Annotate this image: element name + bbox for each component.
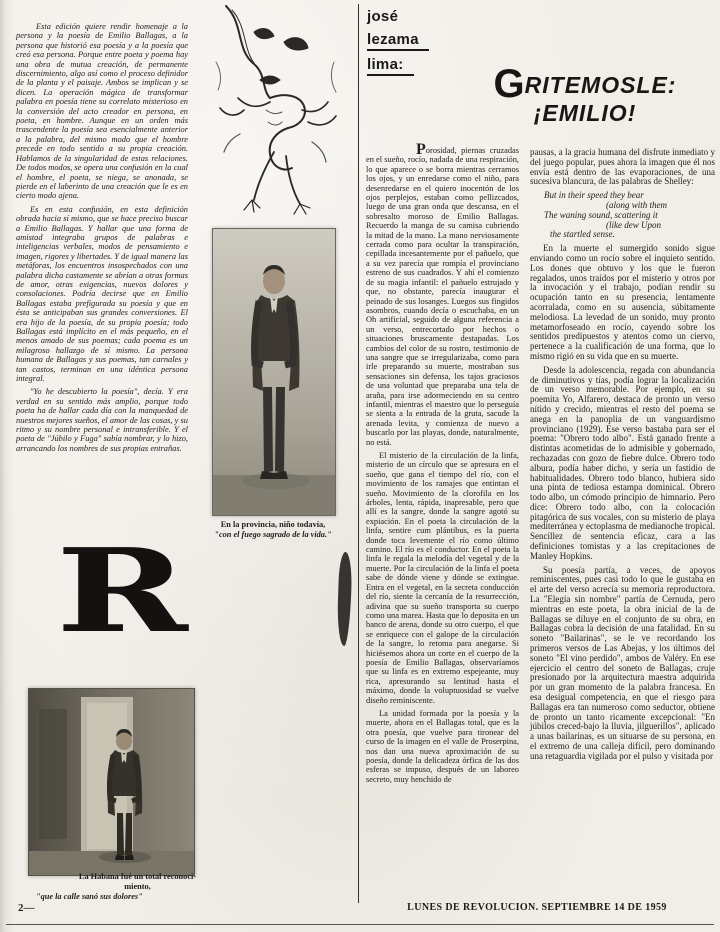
article-paragraph: La unidad formada por la poesía y la muerte, ahora en el Ballagas total, que es la otra poesía, que vuelve para tironear del curso de la imagen en el valle de Proserpina, nos dan una nueva aproximación de su poesía, donde la delicadeza órfica de las dos esferas se impuso, después de un laboreo secreto, muy henchido de [366, 708, 519, 784]
verse-line: (like dew Upon [606, 219, 661, 230]
photo-habana [28, 688, 195, 876]
verse-line: the startled sense. [550, 229, 615, 240]
caption-line: "que la calle sanó sus dolores" [36, 892, 143, 902]
byline-line: lima: [367, 54, 414, 76]
article-headline [452, 62, 718, 127]
verse-line: The waning sound, scattering it [544, 209, 658, 220]
footer-date-line: LUNES DE REVOLUCION. SEPTIEMBRE 14 DE 1959 [407, 902, 667, 913]
caption-line: "con el fuego sagrado de la vida." [214, 530, 332, 539]
footer-rule [6, 924, 714, 925]
caption-line: miento, [124, 881, 151, 891]
photo-habana-caption [30, 872, 245, 902]
intro-paragraph: Es en esta confusión, en esta definición obrada hacia sí mismo, que se hace preciso buscar a Emilio Ballagas. Y hallar que una forma de amistad integraba grupos de palabras e inteligencias verbales, modos de pensamiento e imagen, rigores y libertades. Y de igual manera las metáforas, los encuentros insospechados con una palabra dicha castamente se abrían a otras formas de amor, otras exigencias, nuevos dolores y consolaciones. Podría decirse que en Emilio Ballagas estaba prefigurada su poesía y que en ésta se anticipaban sus grandes conversiones. El era hijo de la poesía, de su propia poesía; todo Ballagas está implícito en el más pequeño, en el menos amado de sus poemas; cada poema es un milagroso hallazgo de sí mismo. La persona humana de Ballagas y sus poemas, tan carnales y tan castos, terminan en una idéntica persona integral. [16, 204, 188, 384]
headline-rest: RITEMOSLE: [524, 72, 677, 98]
byline-jose-lezama-lima [367, 6, 429, 79]
verse-line: (along with them [606, 199, 667, 210]
ink-blot-artifact [336, 552, 352, 646]
headline-line2: ¡EMILIO! [533, 100, 637, 126]
verse-line: But in their speed they bear [544, 190, 644, 201]
shelley-verse [544, 191, 715, 240]
byline-line: josé [367, 8, 399, 25]
photo-province-portrait [212, 228, 336, 516]
article-paragraph: Su poesía partía, a veces, de apoyos reminiscentes, pues casi todo lo que le gustaba en el arte del verso acrecía su memoria reproductora. La "Elegía sin nombre" partía de Cernuda, pero mientras en este poeta, la obra inicial de la de Ballagas se diluye en el conjunto de su obra, en Ballagas cobra la decisión de una fatalidad. En su soneto "Bailarinas", se le ve recordando los primeros versos de Las Abejas, y los últimos del soneto "El vino perdido", ambos de Valéry. En ese ejercicio el centro del soneto de Ballagas, cruje presionado por la arquitectura maestra adquirida por un gran momento de la palabra francesa. En esa desigual competencia, en que el riesgo para Ballagas era tan numeroso como seductor, obtiene de pronto un tanto ricamente excepcional: "En júbilos creced-bajo la lluvia, jilguerillos", aplicado a unas bailarinas, es un situarse de su persona, en el extremo de una calleja difícil, pero dominando una retaguardia vigilada por el pulso y visitada por [530, 564, 715, 761]
article-paragraph [366, 141, 519, 447]
paragraph-text: orosidad, piernas cruzadas en el sueño, rocío, nadada de una respiración, lo que aparece o se borra mientras cerramos los ojos, y un enredarse como el niño, para desenredarse en el quiero inocentón de los ojos perplejos, estaban como pellizcados, luego de una gran onda que descansa, en el sobresalto moroso de Emilio Ballagas. Recuerdo la manga de su camisa cubriendo la mitad de la mano. La mano nerviosamente cerrada como para ocultar la transpiración, cepillada incesantemente por el pañuelo, que a su vez parecía que rompía el provinciano estreno de sus cuadrados. Y ahí el comienzo de su magia infantil: el pañuelo estrujado y que, no obstante, parecía inaugurar el peinado de sus losanges. Luegos sus fingidos asombros, cuando decía o escuchaba, en un Oh artificial, seguido de alguna referencia a un verso, entrecortado por hechos o situaciones bruscamente destapadas. Los cambios del color de su rostro, testimonio de una sangre que se irregularizaba, como para irle preparando su muerte, mostraban sus sensaciones sin defensa, los tajos graciosos de una voluntad que preparaba una tela de araña, para irse adormeciendo en su centro infantil, mientras el maestro que lo perseguía se sienta a la entrada de la gruta, sacude la arenada levita, y comienza de nuevo a buscarlo por las playas, donde, naturalmente, no está. [366, 146, 519, 447]
intro-paragraph: Esta edición quiere rendir homenaje a la persona y la poesía de Emilio Ballagas, a la persona que historió esa poesía y a la poesía que creó esa persona. Porque entre poeta y poema hay una obra de mutua creación, de permanente discernimiento, algo así como el proceso definidor de la planta y el paisaje. Ambos se implican y se dicen. La operación mágica de transformar palabra en poesía tiene su correlato misterioso en la conversión del acto creador en persona, en poeta, en hombre. Aunque en un orden más trascendente la poesía sea esencialmente anterior a la palabra, del mismo modo que el hombre precede en todo sentido a su propia creación. Hablamos de la singularidad de estas relaciones. De todos modos, se opera una confusión en la cual el hombre, el poeta, se niega, se anonada, se pierde en el laberinto de una creación que le es en cierto modo ajena. [16, 22, 188, 201]
article-paragraph: Desde la adolescencia, regada con abundancia de diminutivos y tías, podía lograr la localización de un verso memorable. Por ejemplo, en su poemita Yo, Alfarero, destaca de pronto un verso nítido y crecido, mientras el resto del poema se anega en la panoplia de un vanguardismo provinciano (1929). Ese verso bastaba para ser el poema: "Obrero todo albo". Está ganado frente a distintas acometidas de lo admisible y gobernado, rechazadas con gozo de fiebre dulce. Obrero todo albura, podía haber dicho, y sería un fastidio de habitualidades. Obrero todo blanco, hubiera sido una pinta de tediosa estampa dominical. Obrero todo albo, un cómodo principio de himnario. Pero dice: Obrero todo albo, con la colocación pitagórica de sus vocales, con su misterio de playa mediterránea y ectoplasma de medianoche tropical. Sencillez de sentencia eficaz, cara a las definiciones tomistas y a las crepitaciones de Manley Hopkins. [530, 364, 715, 561]
ink-drawing-figure [196, 2, 354, 226]
byline-line: lezama [367, 29, 429, 51]
caption-line: En la provincia, niño todavía, [220, 520, 326, 529]
column-rule [358, 4, 359, 903]
article-paragraph: pausas, a la gracia humana del disfrute inmediato y del juego popular, pues ahora la imagen que él nos envía está dentro de las evaporaciones, de una sucesiva blancura, de las palabras de Shelley: [530, 147, 715, 187]
drop-cap-p: P [416, 141, 426, 158]
headline-line1 [452, 62, 718, 106]
intro-paragraph: "Yo he descubierto la poesía", decía. Y era verdad en su sentido más amplio, porque todo poeta ha de hallar cada día con la manquedad de nuestros mejores sueños, el amor de las cosas, y su ritmo y su nombre personal e intransferible. Y el poeta de "Júbilo y Fuga" sabía nombrar, y lo hizo, arrancando los nombres de sus propias entrañas. [16, 387, 188, 453]
article-paragraph: En la muerte el sumergido sonido sigue enviando como un rocío sobre el inquieto sentido. Los dones que obtuvo y los que le fueron regalados, unos traídos por el misterio y otros por la invocación y el trabajo, podían rendir su ocupación tanto en su presencia, lentamente acorralada, como en su ausencia, súbitamente melodiosa. La levedad de un sonido, muy pronto metamorfoseado en rocío, cayendo sobre los sentidos predipuestos y atentos como un ciervo, pertenece a la cualificación de una forma, que lo mismo rigió en su vida que en su muerte. [530, 243, 715, 361]
intro-column [16, 22, 188, 457]
article-paragraph: El misterio de la circulación de la linfa, misterio de un círculo que se apresura en el sueño, que gana el tiempo del río, con el movimiento de los ramajes que entintan el sueño. Movimiento de la clorofila en los árboles, lenta, rápida, inapresable, pero que allí es la sangre, donde la sangre agotó su expiación. En el poeta la circulación de la linfa, sentire cum plántibus, es la puerta donde toca levemente el río como último camino. El río es el conductor. En el poeta la linfa le regala la melodía del vegetal y de la muerte. Por la circulación de la linfa el poeta sabe de dónde viene y dónde se extingue. Entra en el vegetal, en la secreta conducción del río, siente la cercanía de la resurrección, adivina que su sueño transporta su cuerpo como una marea. Hasta que lo deposita en un banco de arena, donde su otro cuerpo, el que se enriquece con el galope de la circulación de la sangre, lo retoma para anegarse. Si hiciésemos ahora un corte en el cuerpo de la poesía de Emilio Ballagas, observaríamos que su linfa es en extremo espejeante, muy rica, apresurando su lentitud hasta el máximo, donde la voluptuosidad se vuelve diseño reminiscente. [366, 451, 519, 705]
article-column-a [366, 141, 519, 788]
decorative-letter-r: R [56, 524, 188, 659]
page-number: 2— [18, 902, 35, 914]
headline-initial: G [493, 62, 525, 106]
caption-line: La Habana fué un total reconoci- [78, 872, 197, 881]
photo-province-caption [190, 520, 356, 540]
article-column-b [530, 148, 715, 766]
